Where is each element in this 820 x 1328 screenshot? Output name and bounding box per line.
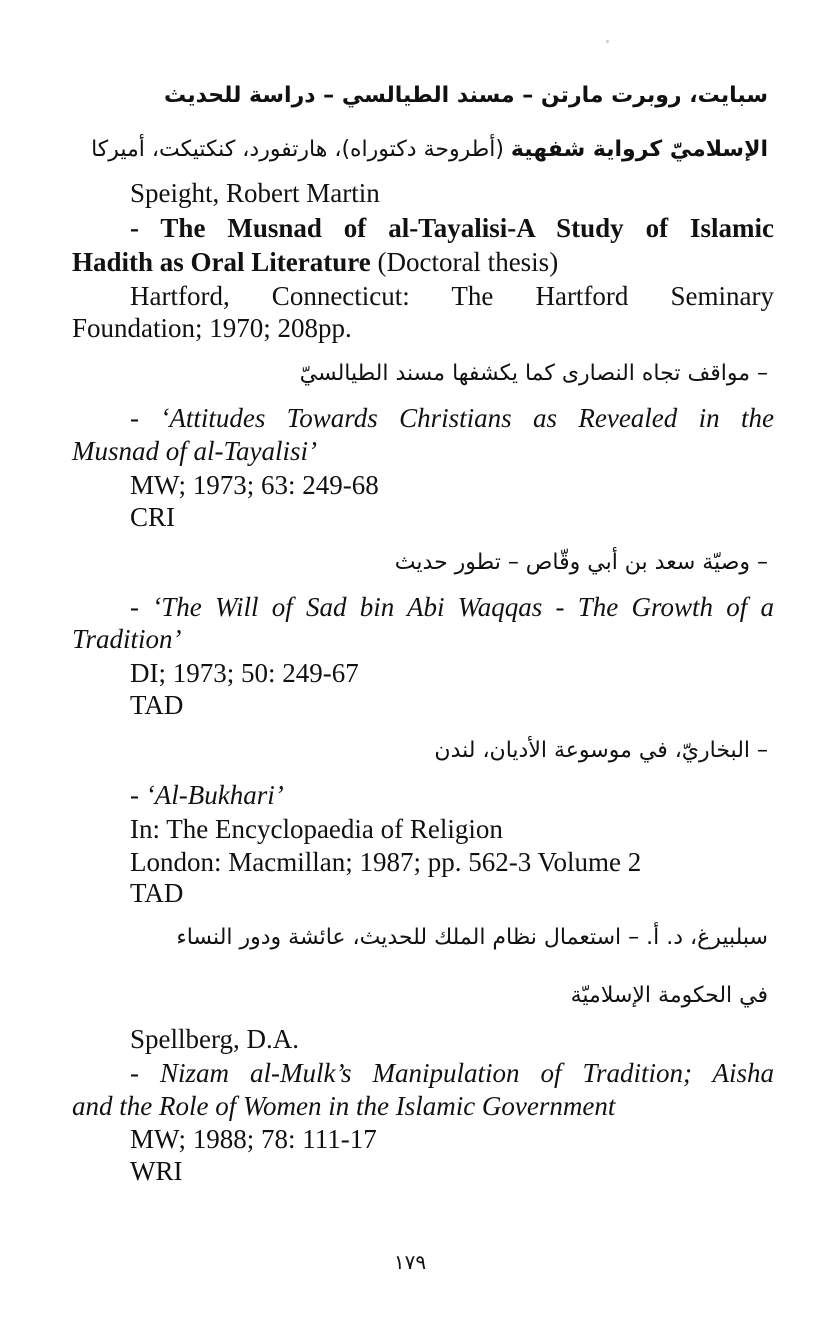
entry-title: - ‘Attitudes Towards Christians as Revealed in the	[130, 403, 774, 433]
entry-title: - ‘The Will of Sad bin Abi Waqqas - The Growth of a	[130, 592, 774, 622]
entry-title-continued	[72, 246, 558, 278]
entry-source: In: The Encyclopaedia of Religion	[130, 814, 503, 844]
arabic-heading-line: سبلبيرغ، د. أ. – استعمال نظام الملك للحديث، عائشة ودور النساء	[176, 925, 768, 950]
entry-title: - Nizam al-Mulk’s Manipulation of Tradition; Aisha	[130, 1058, 774, 1088]
arabic-heading-line	[91, 132, 768, 168]
entry-citation: MW; 1988; 78: 111-17	[130, 1124, 377, 1154]
entry-title-continued: Tradition’	[72, 624, 182, 654]
entry-citation: MW; 1973; 63: 249-68	[130, 470, 379, 500]
entry-title: - ‘Al-Bukhari’	[130, 780, 284, 810]
entry-publication-continued: Foundation; 1970; 208pp.	[72, 313, 352, 343]
entry-code: CRI	[130, 502, 176, 532]
arabic-heading-line: – وصيّة سعد بن أبي وقّاص – تطور حديث	[394, 550, 768, 575]
entry-author: Spellberg, D.A.	[130, 1024, 299, 1054]
entry-citation: DI; 1973; 50: 249-67	[130, 658, 359, 688]
scan-speck	[606, 40, 609, 43]
entry-title-bold: Hadith as Oral Literature	[72, 247, 371, 277]
entry-code: TAD	[130, 690, 184, 720]
arabic-heading-line: سبايت، روبرت مارتن – مسند الطيالسي – دراسة للحديث	[164, 83, 768, 108]
page-number: ١٧٩	[393, 1250, 427, 1274]
arabic-heading-line: في الحكومة الإسلاميّة	[570, 983, 768, 1008]
arabic-rest: (أطروحة دكتوراه)، هارتفورد، كنكتيكت، أميركا	[91, 137, 511, 162]
entry-title-continued: and the Role of Women in the Islamic Government	[72, 1091, 616, 1121]
entry-code: TAD	[130, 878, 184, 908]
entry-title: - The Musnad of al-Tayalisi-A Study of Islamic	[130, 213, 774, 243]
arabic-heading-line: – مواقف تجاه النصارى كما يكشفها مسند الطيالسيّ	[299, 361, 768, 386]
arabic-heading-line: – البخاريّ، في موسوعة الأديان، لندن	[434, 738, 768, 763]
entry-title-continued: Musnad of al-Tayalisi’	[72, 436, 318, 466]
entry-publication: London: Macmillan; 1987; pp. 562-3 Volume 2	[130, 847, 642, 877]
arabic-bold-title: الإسلاميّ كرواية شفهية	[510, 137, 768, 162]
entry-code: WRI	[130, 1156, 183, 1186]
entry-publication: Hartford, Connecticut: The Hartford Seminary	[130, 281, 774, 311]
entry-author: Speight, Robert Martin	[130, 178, 380, 208]
entry-title-note: (Doctoral thesis)	[370, 247, 559, 277]
